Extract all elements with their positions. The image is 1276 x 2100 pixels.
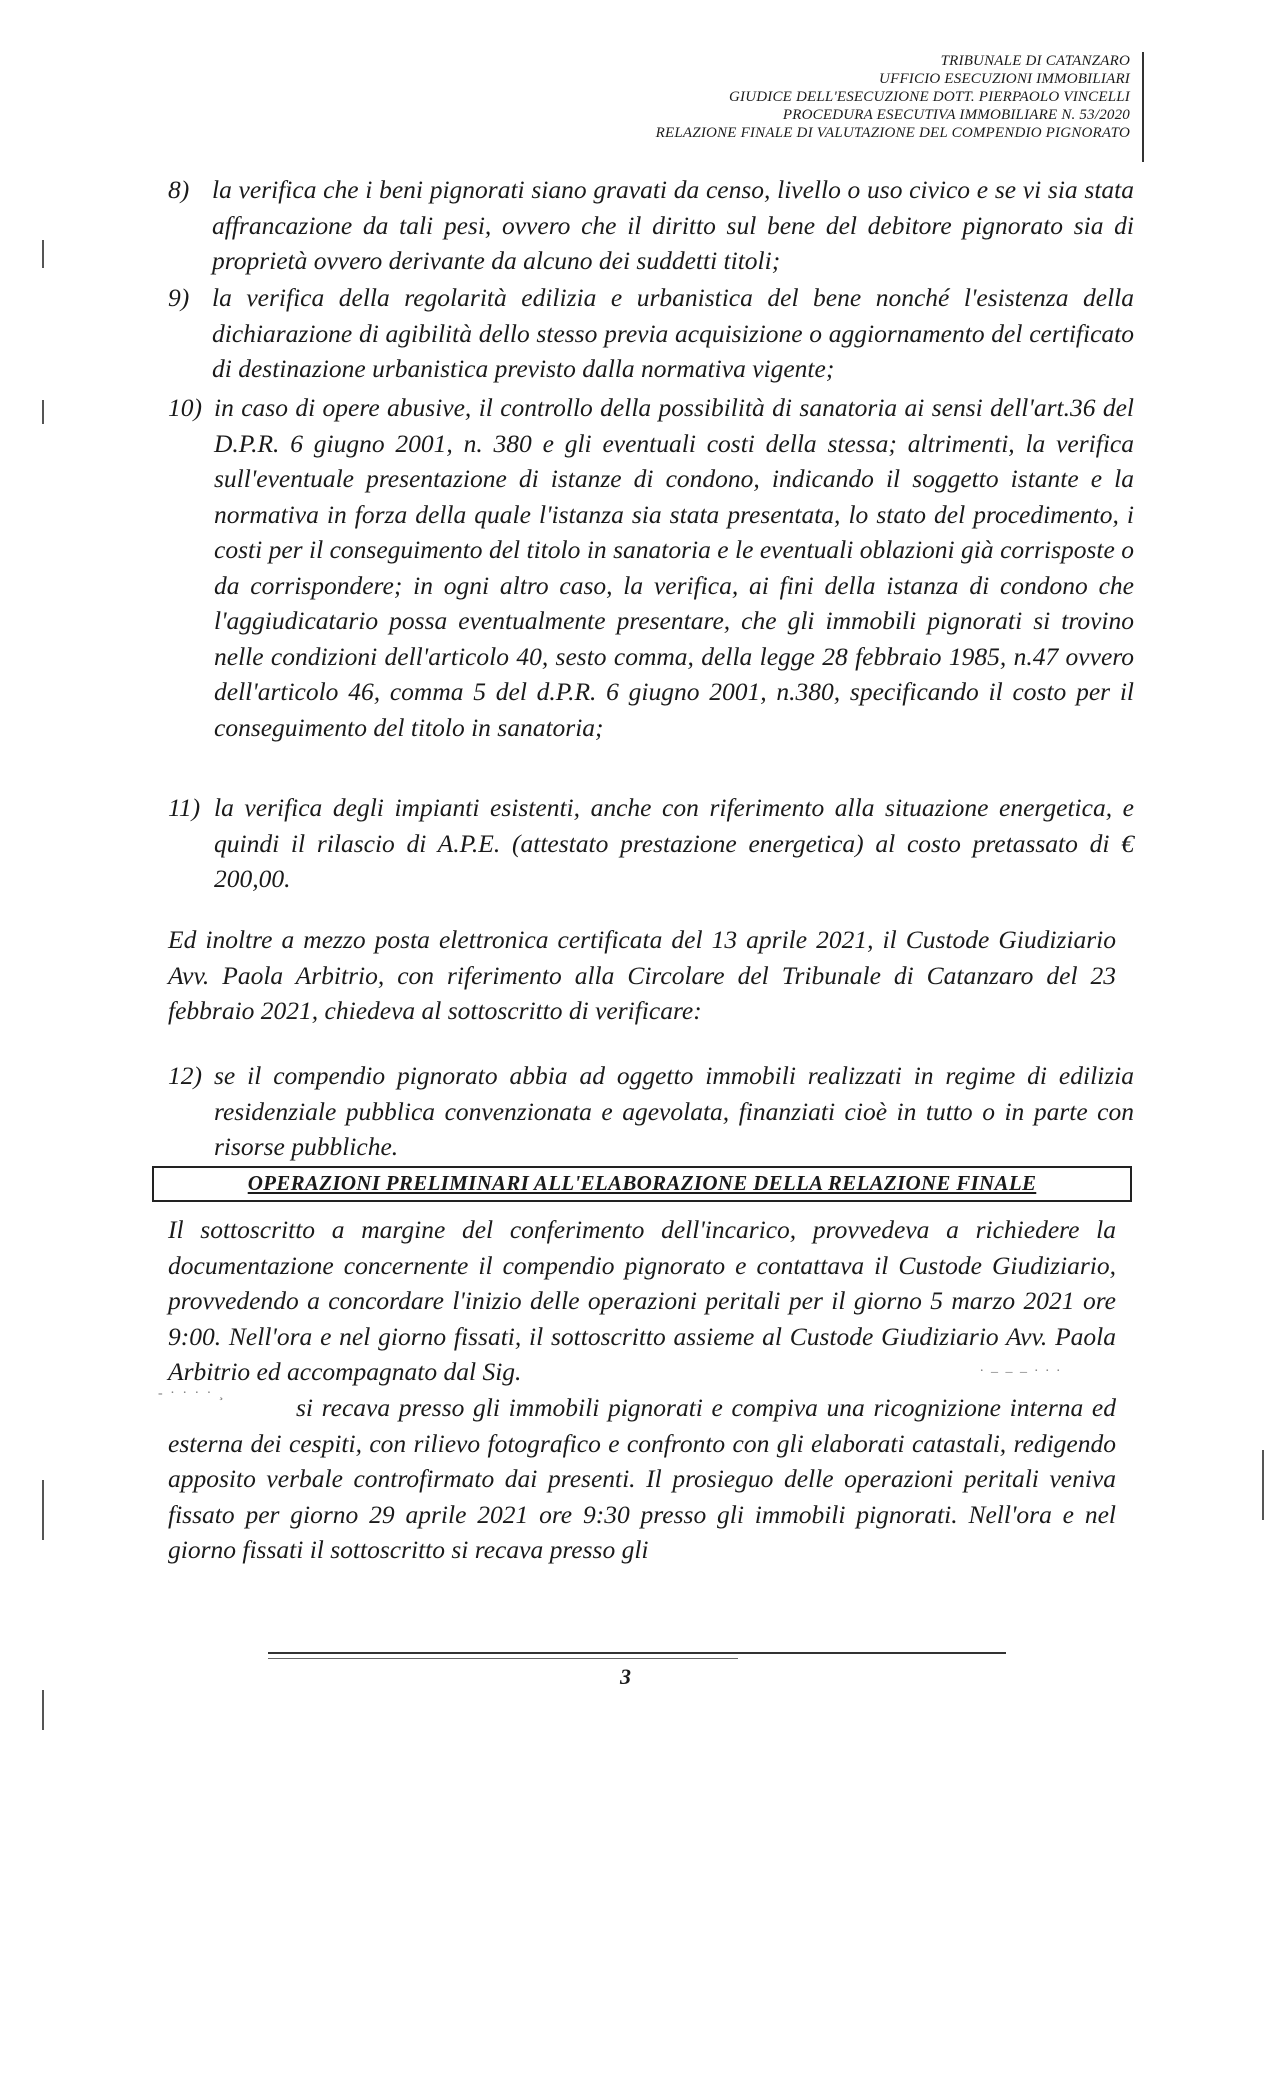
scan-margin-mark — [42, 1480, 44, 1540]
scan-margin-mark — [42, 400, 44, 424]
list-item-8 — [168, 172, 1134, 279]
header-court: TRIBUNALE DI CATANZARO — [940, 53, 1130, 69]
header-report-title: RELAZIONE FINALE DI VALUTAZIONE DEL COMPENDIO PIGNORATO — [655, 125, 1130, 141]
scan-margin-mark — [42, 1690, 44, 1730]
intro-paragraph: Ed inoltre a mezzo posta elettronica certificata del 13 aprile 2021, il Custode Giudiziario Avv. Paola Arbitrio, con riferimento alla Circolare del Tribunale di Catanzaro del 23 febbraio 2021, chiedeva al sottoscritto di verificare: — [168, 925, 1116, 1025]
document-header — [656, 52, 1130, 142]
paragraph-operations-start: Il sottoscritto a margine del conferimento dell'incarico, provvedeva a richiedere la documentazione concernente il compendio pignorato e contattava il Custode Giudiziario, provvedendo a concordare l'inizio delle operazioni peritali per il giorno 5 marzo 2021 ore 9:00. Nell'ora e nel giorno fissati, il sottoscritto assieme al Custode Giudiziario Avv. Paola Arbitrio ed accompagnato dal Sig. — [168, 1215, 1116, 1386]
list-item-9 — [168, 280, 1134, 387]
list-item-11 — [168, 790, 1134, 897]
footer-rule — [268, 1652, 1006, 1654]
item-text: in caso di opere abusive, il controllo della possibilità di sanatoria ai sensi dell'art.36 del D.P.R. 6 giugno 2001, n. 380 e gli eventuali costi della stessa; altrimenti, la verifica sull'eventuale presentazione di istanze di condono, indicando il soggetto istante e la normativa in forza della quale l'istanza sia stata presentata, lo stato del procedimento, i costi per il conseguimento del titolo in sanatoria e le eventuali oblazioni già corrisposte o da corrispondere; in ogni altro caso, la verifica, ai fini della istanza di condono che l'aggiudicatario possa eventualmente presentare, che gli immobili pignorati si trovino nelle condizioni dell'articolo 40, sesto comma, della legge 28 febbraio 1985, n.47 ovvero dell'articolo 46, comma 5 del d.P.R. 6 giugno 2001, n.380, specificando il costo per il conseguimento del titolo in sanatoria; — [214, 393, 1134, 742]
item-text: la verifica degli impianti esistenti, anche con riferimento alla situazione energetica, e quindi il rilascio di A.P.E. (attestato prestazione energetica) al costo pretassato di € 200,00. — [214, 793, 1134, 893]
header-procedure: PROCEDURA ESECUTIVA IMMOBILIARE N. 53/2020 — [782, 107, 1130, 123]
list-item-12 — [168, 1058, 1134, 1165]
header-judge: GIUDICE DELL'ESECUZIONE DOTT. PIERPAOLO VINCELLI — [728, 89, 1130, 105]
item-number: 11) — [168, 793, 201, 822]
section-heading: OPERAZIONI PRELIMINARI ALL'ELABORAZIONE DELLA RELAZIONE FINALE — [247, 1171, 1037, 1195]
item-text: la verifica che i beni pignorati siano gravati da censo, livello o uso civico e se vi sia stata affrancazione da tali pesi, ovvero che il diritto sul bene del debitore pignorato sia di proprietà ovvero derivante da alcuno dei suddetti titoli; — [212, 175, 1134, 275]
item-text: se il compendio pignorato abbia ad oggetto immobili realizzati in regime di edilizia residenziale pubblica convenzionata e agevolata, finanziati cioè in tutto o in parte con risorse pubbliche. — [214, 1061, 1134, 1161]
page-number: 3 — [620, 1664, 631, 1689]
item-number: 10) — [168, 393, 202, 422]
redacted-name-mark: . _ _ _ . . . — [980, 1360, 1062, 1375]
scan-margin-mark — [42, 240, 44, 268]
item-text: la verifica della regolarità edilizia e urbanistica del bene nonché l'esistenza della dichiarazione di agibilità dello stesso previa acquisizione o aggiornamento del certificato di destinazione urbanistica previsto dalla normativa vigente; — [212, 283, 1134, 383]
footer-rule-secondary — [268, 1658, 738, 1659]
item-number: 8) — [168, 175, 190, 204]
header-office: UFFICIO ESECUZIONI IMMOBILIARI — [879, 71, 1130, 87]
item-number: 9) — [168, 283, 190, 312]
paragraph-operations-continued: si recava presso gli immobili pignorati e compiva una ricognizione interna ed esterna dei cespiti, con rilievo fotografico e confronto con gli elaborati catastali, redigendo apposito verbale controfirmato dai presenti. Il prosieguo delle operazioni peritali veniva fissato per giorno 29 aprile 2021 ore 9:30 presso gli immobili pignorati. Nell'ora e nel giorno fissati il sottoscritto si recava presso gli — [168, 1393, 1116, 1564]
item-number: 12) — [168, 1061, 202, 1090]
scan-margin-mark — [1262, 1450, 1264, 1520]
list-item-10 — [168, 390, 1134, 745]
header-rule — [1142, 52, 1144, 162]
redacted-name-mark: - · · · · ¸ — [158, 1386, 226, 1401]
section-heading-box — [152, 1166, 1132, 1202]
